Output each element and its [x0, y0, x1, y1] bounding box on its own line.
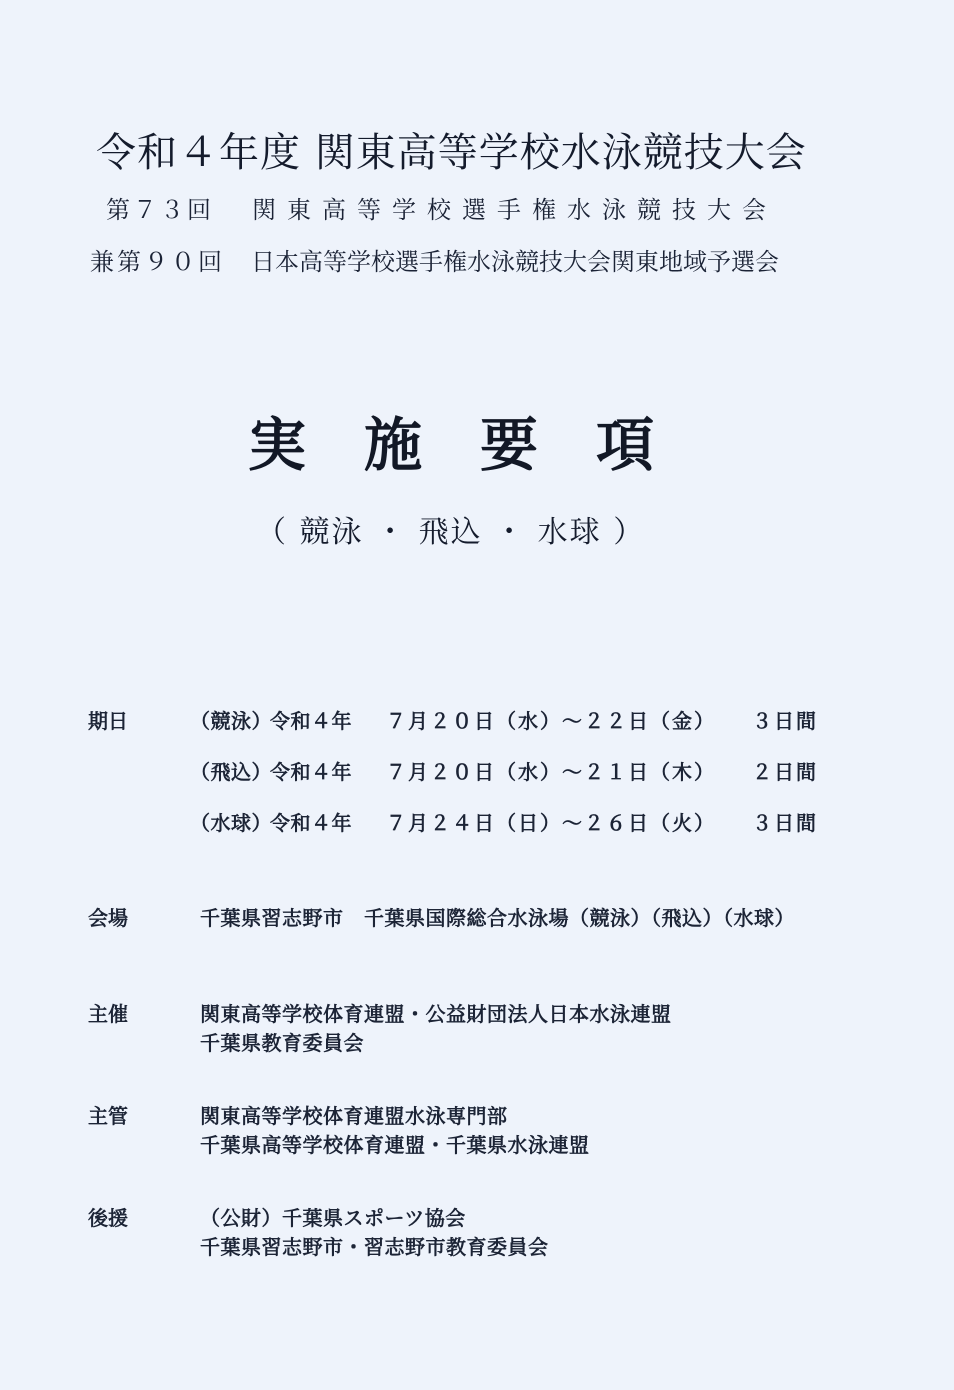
- management-line: 関東高等学校体育連盟水泳専門部: [200, 1104, 508, 1128]
- support-line: 千葉県習志野市・習志野市教育委員会: [200, 1235, 549, 1259]
- sub-title-2-body: 日本高等学校選手権水泳競技大会関東地域予選会: [251, 248, 779, 276]
- venue-label: 会場: [88, 906, 128, 930]
- schedule-dates: ７月２０日（水）～２２日（金）: [386, 709, 716, 733]
- support-label: 後援: [88, 1206, 128, 1230]
- sub-title-2-prefix: 兼第９０回: [90, 248, 225, 276]
- management-label: 主管: [88, 1104, 128, 1128]
- support-line: （公財）千葉県スポーツ協会: [200, 1206, 466, 1230]
- schedule-year: 令和４年: [270, 811, 352, 835]
- schedule-days: ２日間: [752, 760, 818, 784]
- schedule-category: （水球）: [190, 811, 272, 835]
- main-title: 令和４年度 関東高等学校水泳競技大会: [96, 130, 807, 176]
- document-heading: 実施要項: [248, 411, 713, 479]
- sub-title-1-body: 関東高等学校選手権水泳競技大会: [252, 196, 777, 224]
- schedule-year: 令和４年: [270, 709, 352, 733]
- events-subtitle: （ 競泳 ・ 飛込 ・ 水球 ）: [256, 515, 646, 550]
- organizer-label: 主催: [88, 1002, 128, 1026]
- venue-text: 千葉県習志野市 千葉県国際総合水泳場（競泳）（飛込）（水球）: [200, 906, 795, 930]
- schedule-days: ３日間: [752, 811, 818, 835]
- management-line: 千葉県高等学校体育連盟・千葉県水泳連盟: [200, 1133, 590, 1157]
- sub-title-1-prefix: 第７３回: [106, 196, 214, 224]
- schedule-year: 令和４年: [270, 760, 352, 784]
- schedule-dates: ７月２４日（日）～２６日（火）: [386, 811, 716, 835]
- schedule-category: （飛込）: [190, 760, 272, 784]
- schedule-days: ３日間: [752, 709, 818, 733]
- organizer-line: 千葉県教育委員会: [200, 1031, 364, 1055]
- organizer-line: 関東高等学校体育連盟・公益財団法人日本水泳連盟: [200, 1002, 672, 1026]
- schedule-category: （競泳）: [190, 709, 272, 733]
- schedule-dates: ７月２０日（水）～２１日（木）: [386, 760, 716, 784]
- schedule-label: 期日: [88, 709, 128, 733]
